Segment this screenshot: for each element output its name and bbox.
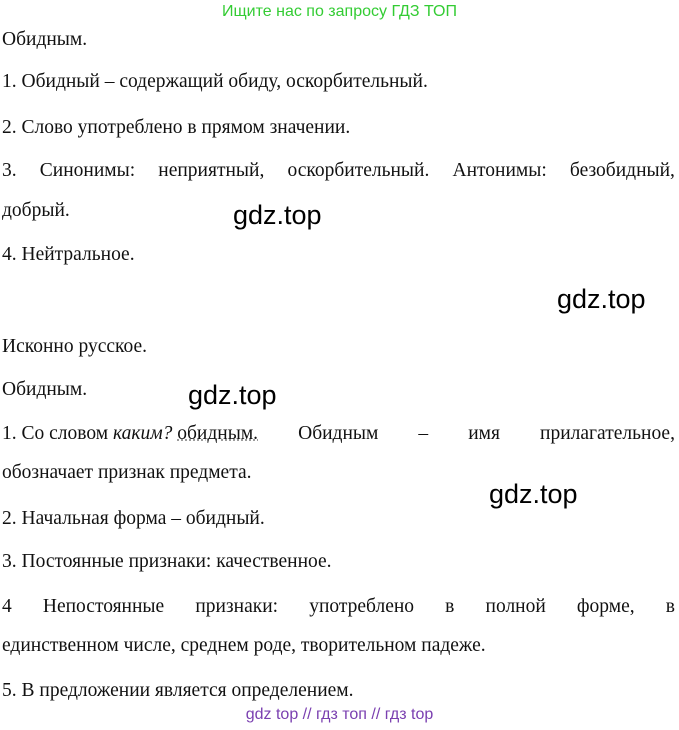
section2-item4-line1 (2, 595, 675, 619)
section2-heading: Обидным. (2, 379, 88, 400)
word: безобидный, (569, 160, 675, 181)
section1-item3-line1 (2, 159, 675, 183)
footer-separator: // (371, 706, 381, 723)
word: полной (485, 596, 546, 617)
section2-item1-line1 (2, 422, 675, 446)
site-banner: Ищите нас по запросу ГДЗ ТОП (222, 3, 457, 20)
watermark-logo: gdz.top (233, 200, 322, 230)
watermark-logo: gdz.top (188, 380, 277, 410)
footer-separator: // (302, 706, 312, 723)
origin-text: Исконно русское. (2, 336, 148, 357)
item1-part1: 1. Со словом (2, 423, 109, 444)
item1-italic: каким? (112, 423, 173, 444)
section2-item5: 5. В предложении является определением. (2, 680, 354, 701)
watermark-logo: gdz.top (557, 284, 646, 314)
word: оскорбительный. (287, 160, 430, 181)
word: в (445, 596, 455, 617)
watermark-logo: gdz.top (489, 479, 578, 509)
word: неприятный, (158, 160, 265, 181)
word: Непостоянные (42, 596, 165, 617)
item1-part2: обидным. (177, 423, 259, 444)
footer-watermark (0, 705, 679, 725)
section1-item1: 1. Обидный – содержащий обиду, оскорбительный. (2, 71, 428, 92)
footer-part1: gdz top (245, 706, 299, 723)
section2-item4-line2: единственном числе, среднем роде, творительном падеже. (2, 635, 486, 656)
word: имя (468, 423, 500, 444)
word: 4 (2, 596, 12, 617)
section1-item2: 2. Слово употреблено в прямом значении. (2, 117, 351, 138)
word: употреблено (309, 596, 415, 617)
section2-item3: 3. Постоянные признаки: качественное. (2, 551, 332, 572)
word: Обидным (298, 423, 379, 444)
item1-intro (2, 422, 258, 446)
word: форме, (576, 596, 635, 617)
section2-item1-line2: обозначает признак предмета. (2, 462, 252, 483)
section2-item2: 2. Начальная форма – обидный. (2, 508, 265, 529)
word: 3. (2, 160, 17, 181)
word: Синонимы: (39, 160, 136, 181)
word: Антонимы: (452, 160, 547, 181)
section1-item3-line2: добрый. (2, 200, 70, 221)
word: признаки: (195, 596, 279, 617)
footer-part2: гдз топ (316, 706, 367, 723)
section1-item4: 4. Нейтральное. (2, 244, 135, 265)
word: – (418, 423, 429, 444)
word: прилагательное, (540, 423, 675, 444)
section1-heading: Обидным. (2, 29, 88, 50)
word: в (665, 596, 675, 617)
footer-part3: гдз top (384, 706, 434, 723)
